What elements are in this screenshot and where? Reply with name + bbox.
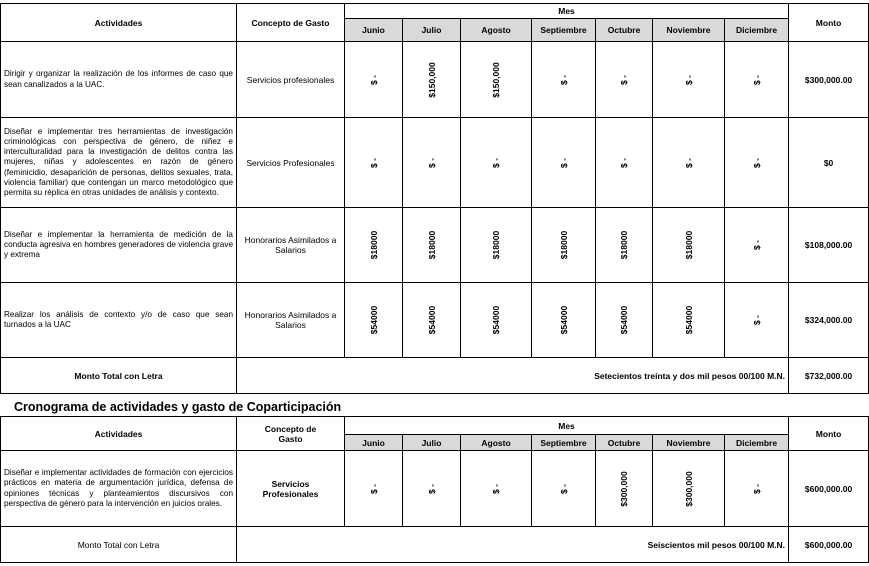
amount-value: $150,000 — [426, 61, 437, 98]
month-diciembre: Diciembre — [725, 19, 789, 42]
amount-value: $ - — [751, 240, 762, 250]
amount-cell — [345, 451, 403, 527]
amount-value: $ - — [368, 74, 379, 85]
amount-value: $ - — [619, 74, 629, 85]
row-total: $0 — [789, 118, 869, 208]
amount-cell — [653, 42, 725, 118]
amount-cell — [596, 118, 653, 208]
amount-value: $ - — [558, 483, 569, 494]
amount-value: $ - — [751, 74, 762, 85]
table-row — [1, 283, 869, 358]
concept-text: Servicios profesionales — [237, 42, 345, 118]
row-total: $324,000.00 — [789, 283, 869, 358]
month-junio: Junio — [345, 19, 403, 42]
month-julio: Julio — [403, 19, 461, 42]
amount-cell — [596, 42, 653, 118]
amount-value: $ - — [751, 315, 762, 325]
amount-cell — [345, 118, 403, 208]
activity-text: Realizar los análisis de contexto y/o de caso que sean turnados a la UAC — [1, 283, 237, 358]
amount-cell — [532, 208, 596, 283]
amount-cell — [461, 118, 532, 208]
row-total: $600,000.00 — [789, 451, 869, 527]
amount-value: $54000 — [619, 305, 629, 335]
amount-cell — [345, 208, 403, 283]
budget-table-main — [0, 3, 869, 394]
amount-cell — [532, 42, 596, 118]
amount-cell — [403, 208, 461, 283]
month-noviembre: Noviembre — [653, 435, 725, 451]
amount-value: $ - — [368, 157, 379, 168]
total-row — [1, 358, 869, 394]
amount-value: $ - — [683, 74, 694, 85]
month-octubre: Octubre — [596, 435, 653, 451]
grand-total: $732,000.00 — [789, 358, 869, 394]
table-row — [1, 42, 869, 118]
amount-cell — [596, 208, 653, 283]
amount-cell — [725, 42, 789, 118]
amount-value: $18000 — [368, 230, 379, 260]
amount-value: $ - — [558, 74, 569, 85]
amount-cell — [653, 208, 725, 283]
concept-text: Honorarios Asimilados a Salarios — [237, 283, 345, 358]
amount-value: $ - — [619, 157, 629, 168]
amount-cell — [596, 451, 653, 527]
total-in-words: Seiscientos mil pesos 00/100 M.N. — [237, 527, 789, 563]
amount-cell — [596, 283, 653, 358]
month-junio: Junio — [345, 435, 403, 451]
amount-cell — [345, 42, 403, 118]
amount-value: $54000 — [491, 305, 501, 335]
amount-cell — [403, 451, 461, 527]
activity-text: Dirigir y organizar la realización de los informes de caso que sean canalizados a la UAC. — [1, 42, 237, 118]
amount-cell — [653, 118, 725, 208]
activity-text: Diseñar e implementar tres herramientas de investigación criminológicas con perspectiva de género, de niñez e interculturalidad para la investigación de delitos contra las mujeres, niñas y adolescentes en razón de género (feminicidio, desaparición de personas, delitos sexuales, trata, violencia familiar) que contengan un marco metodológico que permita su réplica en otras unidades de análisis y contexto. — [1, 118, 237, 208]
activity-text: Diseñar e implementar actividades de formación con ejercicios prácticos en materia de argumentación jurídica, defensa de opiniones técnicas y planteamientos discursivos con perspectiva de género para la intervención en juicios orales. — [1, 451, 237, 527]
budget-table-coparticipacion — [0, 416, 869, 563]
amount-value: $ - — [426, 157, 437, 168]
header-actividades: Actividades — [1, 417, 237, 451]
amount-cell — [403, 283, 461, 358]
amount-value: $ - — [368, 483, 379, 494]
table-row — [1, 208, 869, 283]
section-title: Cronograma de actividades y gasto de Coparticipación — [14, 400, 342, 414]
amount-cell — [461, 283, 532, 358]
table-row — [1, 451, 869, 527]
amount-value: $18000 — [619, 230, 629, 260]
month-julio: Julio — [403, 435, 461, 451]
grand-total: $600,000.00 — [789, 527, 869, 563]
month-agosto: Agosto — [461, 19, 532, 42]
amount-cell — [653, 451, 725, 527]
concept-text: Servicios Profesionales — [237, 118, 345, 208]
month-septiembre: Septiembre — [532, 19, 596, 42]
amount-value: $ - — [491, 483, 501, 494]
month-septiembre: Septiembre — [532, 435, 596, 451]
amount-cell — [403, 118, 461, 208]
amount-value: $ - — [491, 157, 501, 168]
month-noviembre: Noviembre — [653, 19, 725, 42]
amount-value: $54000 — [683, 305, 694, 335]
amount-cell — [461, 42, 532, 118]
amount-value: $18000 — [491, 230, 501, 260]
amount-cell — [403, 42, 461, 118]
amount-cell — [461, 208, 532, 283]
header-monto: Monto — [789, 417, 869, 451]
header-concepto: Concepto de Gasto — [237, 417, 345, 451]
amount-cell — [532, 118, 596, 208]
amount-value: $ - — [558, 157, 569, 168]
amount-value: $18000 — [426, 230, 437, 260]
month-diciembre: Diciembre — [725, 435, 789, 451]
table-row — [1, 118, 869, 208]
amount-value: $ - — [683, 157, 694, 168]
month-octubre: Octubre — [596, 19, 653, 42]
amount-value: $300,000 — [619, 470, 629, 507]
amount-cell — [345, 283, 403, 358]
activity-text: Diseñar e implementar la herramienta de medición de la conducta agresiva en hombres generadores de violencia grave y extrema — [1, 208, 237, 283]
header-actividades: Actividades — [1, 4, 237, 42]
total-label: Monto Total con Letra — [1, 527, 237, 563]
concept-text: Servicios Profesionales — [237, 451, 345, 527]
amount-cell — [725, 208, 789, 283]
amount-cell — [725, 451, 789, 527]
month-agosto: Agosto — [461, 435, 532, 451]
total-in-words: Setecientos treinta y dos mil pesos 00/100 M.N. — [237, 358, 789, 394]
amount-cell — [532, 283, 596, 358]
amount-value: $150,000 — [491, 61, 501, 98]
amount-value: $ - — [751, 157, 762, 168]
row-total: $300,000.00 — [789, 42, 869, 118]
amount-value: $54000 — [558, 305, 569, 335]
header-mes: Mes — [345, 417, 789, 435]
amount-value: $ - — [426, 483, 437, 494]
amount-cell — [461, 451, 532, 527]
amount-value: $ - — [751, 483, 762, 494]
concept-text: Honorarios Asimilados a Salarios — [237, 208, 345, 283]
amount-value: $54000 — [368, 305, 379, 335]
header-mes: Mes — [345, 4, 789, 19]
amount-value: $300,000 — [683, 470, 694, 507]
amount-cell — [653, 283, 725, 358]
amount-cell — [532, 451, 596, 527]
header-monto: Monto — [789, 4, 869, 42]
total-row — [1, 527, 869, 563]
amount-value: $18000 — [558, 230, 569, 260]
row-total: $108,000.00 — [789, 208, 869, 283]
amount-cell — [725, 118, 789, 208]
amount-cell — [725, 283, 789, 358]
header-concepto: Concepto de Gasto — [237, 4, 345, 42]
total-label: Monto Total con Letra — [1, 358, 237, 394]
amount-value: $54000 — [426, 305, 437, 335]
amount-value: $18000 — [683, 230, 694, 260]
